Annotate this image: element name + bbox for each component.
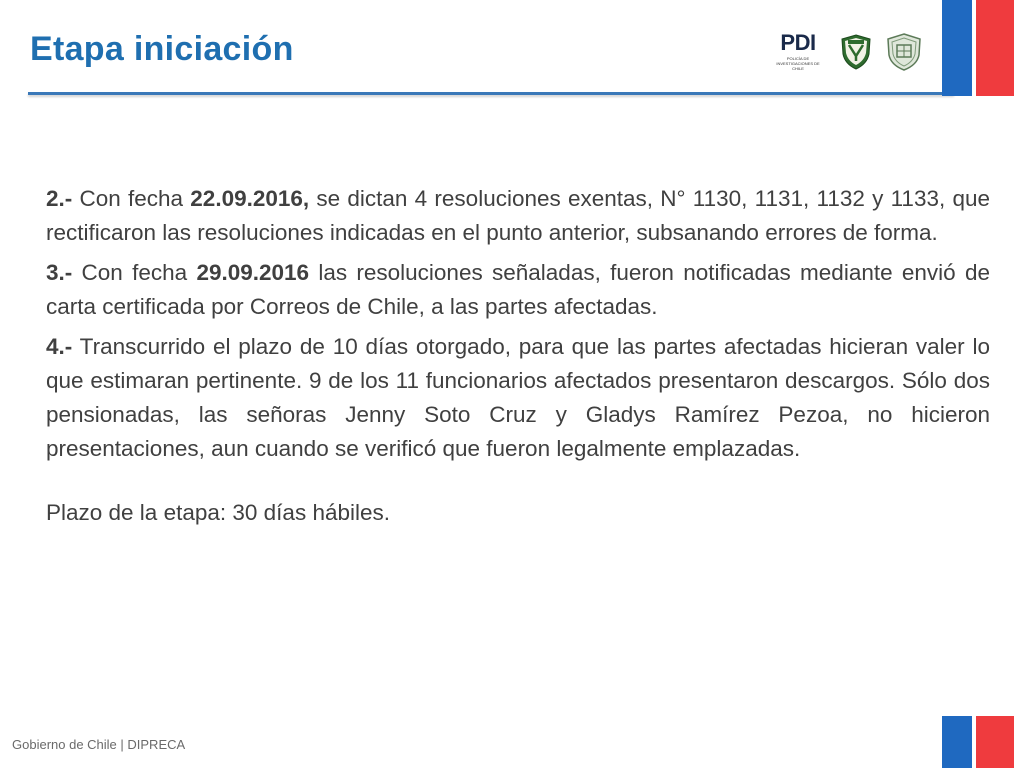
flag-blue-band (942, 716, 972, 768)
pdi-logo (770, 32, 826, 71)
gendarmeria-logo (886, 33, 922, 71)
flag-red-band (976, 0, 1014, 96)
pdi-logo-text: PDI (780, 30, 816, 55)
flag-stripe-top (942, 0, 1014, 96)
institution-logos (770, 32, 922, 71)
paragraph-2: 2.- Con fecha 22.09.2016, se dictan 4 resoluciones exentas, N° 1130, 1131, 1132 y 1133, que rectificaron las resoluciones indicadas en el punto anterior, subsanando errores de forma. (46, 186, 990, 245)
page-title: Etapa iniciación (30, 30, 294, 68)
title-underline (28, 92, 954, 95)
slide-content (46, 182, 990, 536)
date: 29.09.2016 (196, 260, 310, 285)
item-number: 2.- (46, 186, 73, 211)
paragraph-4: 4.- Transcurrido el plazo de 10 días otorgado, para que las partes afectadas hicieran valer lo que estimaran pertinente. 9 de los 11 funcionarios afectados presentaron descargos. Sólo dos pensionadas, las señoras Jenny Soto Cruz y Gladys Ramírez Pezoa, no hicieron presentaciones, aun cuando se verificó que fueron legalmente emplazadas. (46, 334, 990, 461)
item-number: 4.- (46, 334, 73, 359)
date: 22.09.2016, (190, 186, 310, 211)
item-number: 3.- (46, 260, 73, 285)
stage-deadline: Plazo de la etapa: 30 días hábiles. (46, 500, 390, 525)
pdi-logo-subtext: POLICÍA DE INVESTIGACIONES DE CHILE (776, 56, 820, 71)
footer-text: Gobierno de Chile | DIPRECA (12, 737, 186, 752)
paragraph-3: 3.- Con fecha 29.09.2016 las resoluciones señaladas, fueron notificadas mediante envió de carta certificada por Correos de Chile, a las partes afectadas. (46, 260, 990, 319)
flag-red-band (976, 716, 1014, 768)
flag-stripe-bottom (942, 716, 1014, 768)
flag-blue-band (942, 0, 972, 96)
carabineros-logo (840, 34, 872, 70)
